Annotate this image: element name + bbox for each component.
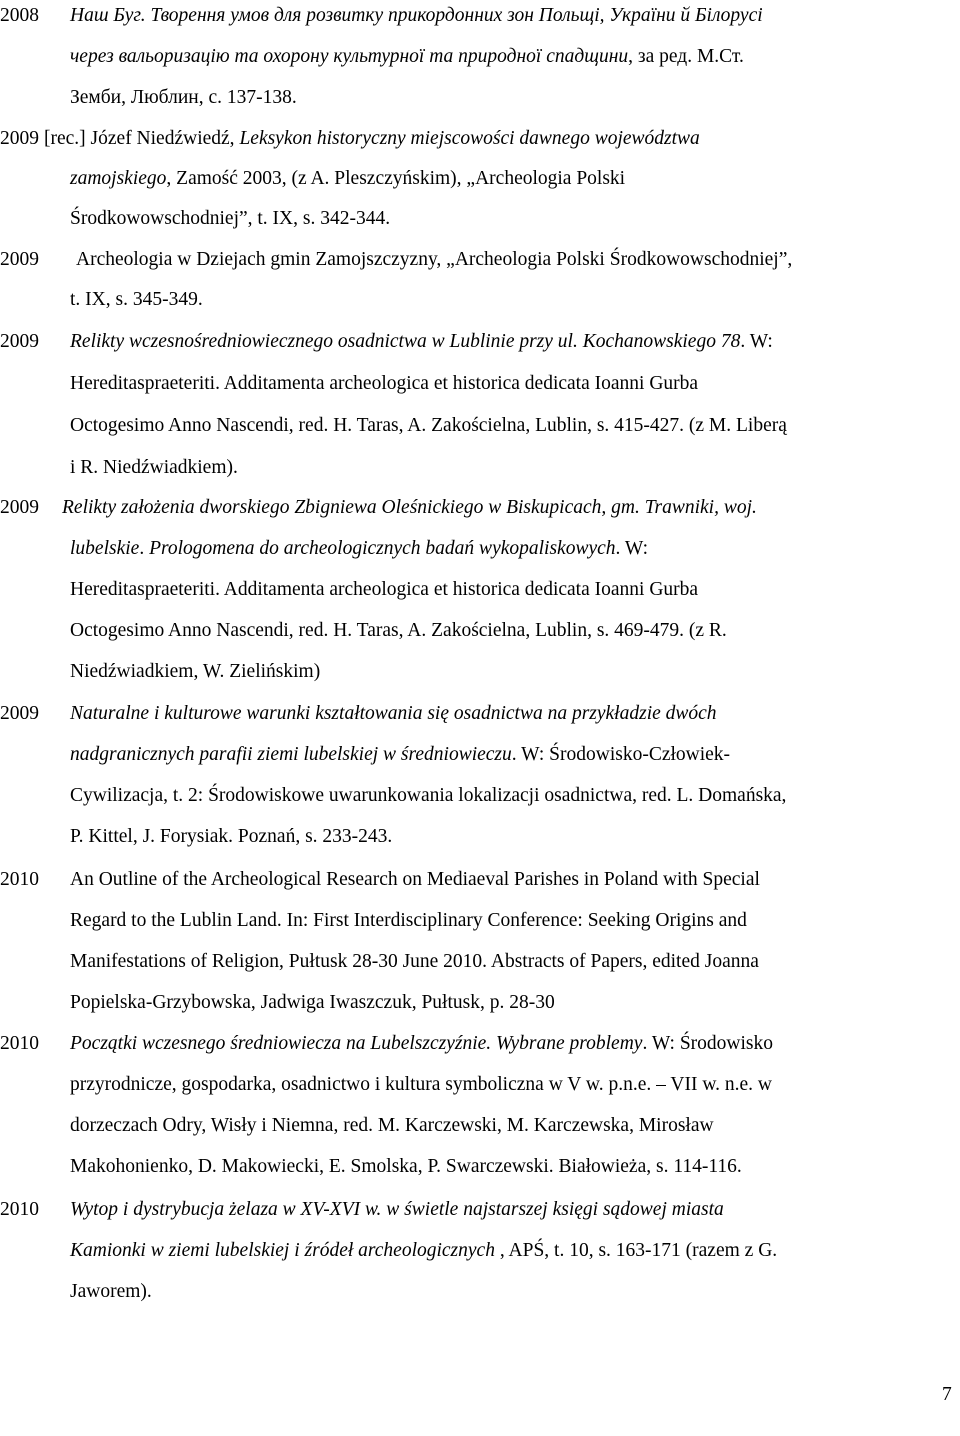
entry-line [70,909,747,933]
citation-text: Octogesimo Anno Nascendi, red. H. Taras, A. Zakościelna, Lublin, s. 469-479. (z R. [70,620,727,641]
entry-year: 2009 [0,497,39,518]
entry-line [70,1239,777,1263]
entry-year: 2009 [0,703,39,724]
entry-line [70,868,760,892]
entry-line [70,414,787,438]
entry-line [70,372,698,396]
entry-year: 2010 [0,1199,39,1220]
entry-line [62,496,757,520]
citation-text: przyrodnicze, gospodarka, osadnictwo i kultura symboliczna w V w. p.n.e. – VII w. n.e. w [70,1074,773,1095]
citation-text: Hereditaspraeteriti. Additamenta archeologica et historica dedicata Ioanni Gurba [70,373,699,394]
entry-line [70,330,773,354]
entry-line [70,702,717,726]
citation-text: . W: Środowisko [642,1033,774,1054]
entry-line [70,4,763,28]
entry-line [70,1073,772,1097]
entry-line [70,784,786,808]
citation-text: . [139,538,150,559]
citation-text: dorzeczach Odry, Wisły i Niemna, red. M. Karczewski, M. Karczewska, Mirosław [70,1115,714,1136]
entry-line [44,127,700,151]
italic-title-text: Początki wczesnego średniowiecza na Lubelszczyźnie. Wybrane problemy [70,1033,643,1054]
citation-text: P. Kittel, J. Forysiak. Poznań, s. 233-243. [70,826,393,847]
citation-text: An Outline of the Archeological Research on Mediaeval Parishes in Poland with Special [70,869,760,890]
citation-text: Makohonienko, D. Makowiecki, E. Smolska, P. Swarczewski. Białowieża, s. 114-116. [70,1156,742,1177]
italic-title-text: через вальоризацію та охорону культурної та природної спадщини [70,46,629,67]
citation-text: i R. Niedźwiadkiem). [70,457,238,478]
entry-year: 2009 [0,331,39,352]
entry-line [70,1198,724,1222]
citation-text: . W: [615,538,649,559]
entry-line [70,45,744,69]
citation-text: Niedźwiadkiem, W. Zielińskim) [70,661,321,682]
citation-text: Jaworem). [70,1281,152,1302]
entry-year: 2010 [0,869,39,890]
entry-line [70,743,730,767]
italic-title-text: Relikty wczesnośredniowiecznego osadnictwa w Lublinie przy ul. Kochanowskiego 78 [70,331,741,352]
citation-text: . W: [740,331,773,352]
italic-title-text: Relikty założenia dworskiego Zbigniewa Oleśnickiego w Biskupicach, gm. Trawniki, woj. [62,497,757,518]
citation-text: . W: Środowisko-Człowiek- [511,744,731,765]
entry-line [70,660,320,684]
entry-line [70,1155,742,1179]
italic-title-text: Leksykon historyczny miejscowości dawnego województwa [239,128,700,149]
entry-line [70,1032,773,1056]
entry-line [70,537,648,561]
citation-text: , APŚ, t. 10, s. 163-171 (razem z G. [494,1240,778,1261]
citation-text: , за ред. М.Ст. [628,46,744,67]
citation-text: Hereditaspraeteriti. Additamenta archeologica et historica dedicata Ioanni Gurba [70,579,699,600]
citation-text: Popielska-Grzybowska, Jadwiga Iwaszczuk, Pułtusk, p. 28-30 [70,992,555,1013]
citation-text: Manifestations of Religion, Pułtusk 28-30 June 2010. Abstracts of Papers, edited Joanna [70,951,759,972]
italic-title-text: Наш Буг. Творення умов для розвитку прикордонних зон Польщі, України й Білорусі [70,5,763,26]
citation-text: Archeologia w Dziejach gmin Zamojszczyzny, „Archeologia Polski Środkowowschodniej”, [76,249,793,270]
page-number: 7 [942,1384,952,1405]
entry-line [70,950,759,974]
italic-title-text: Kamionki w ziemi lubelskiej i źródeł archeologicznych [70,1240,495,1261]
entry-year: 2008 [0,5,39,26]
entry-line [70,1280,152,1304]
citation-text: , Zamość 2003, (z A. Pleszczyńskim), „Archeologia Polski [166,168,626,189]
entry-line [70,1114,714,1138]
citation-text: [rec.] Józef Niedźwiedź, [44,128,240,149]
citation-text: Regard to the Lublin Land. In: First Interdisciplinary Conference: Seeking Origins and [70,910,747,931]
entry-year: 2009 [0,249,39,270]
entry-line [70,167,625,191]
italic-title-text: Prologomena do archeologicznych badań wykopaliskowych [149,538,616,559]
citation-text: Środkowowschodniej”, t. IX, s. 342-344. [70,208,391,229]
citation-text: Octogesimo Anno Nascendi, red. H. Taras, A. Zakościelna, Lublin, s. 415-427. (z M. Liberą [70,415,787,436]
italic-title-text: nadgranicznych parafii ziemi lubelskiej w średniowieczu [70,744,512,765]
entry-year: 2010 [0,1033,39,1054]
entry-year: 2009 [0,128,39,149]
italic-title-text: zamojskiego [70,168,167,189]
citation-text: t. IX, s. 345-349. [70,289,203,310]
italic-title-text: lubelskie [70,538,140,559]
entry-line [76,248,792,272]
citation-text: Cywilizacja, t. 2: Środowiskowe uwarunkowania lokalizacji osadnictwa, red. L. Domańska, [70,785,787,806]
entry-line [70,86,297,110]
entry-line [70,207,390,231]
entry-line [70,288,203,312]
entry-line [70,825,392,849]
entry-line [70,578,698,602]
italic-title-text: Naturalne i kulturowe warunki kształtowania się osadnictwa na przykładzie dwóch [70,703,717,724]
entry-line [70,456,238,480]
citation-text: Земби, Люблин, с. 137-138. [70,87,297,108]
entry-line [70,991,555,1015]
italic-title-text: Wytop i dystrybucja żelaza w XV-XVI w. w świetle najstarszej księgi sądowej miasta [70,1199,724,1220]
entry-line [70,619,727,643]
